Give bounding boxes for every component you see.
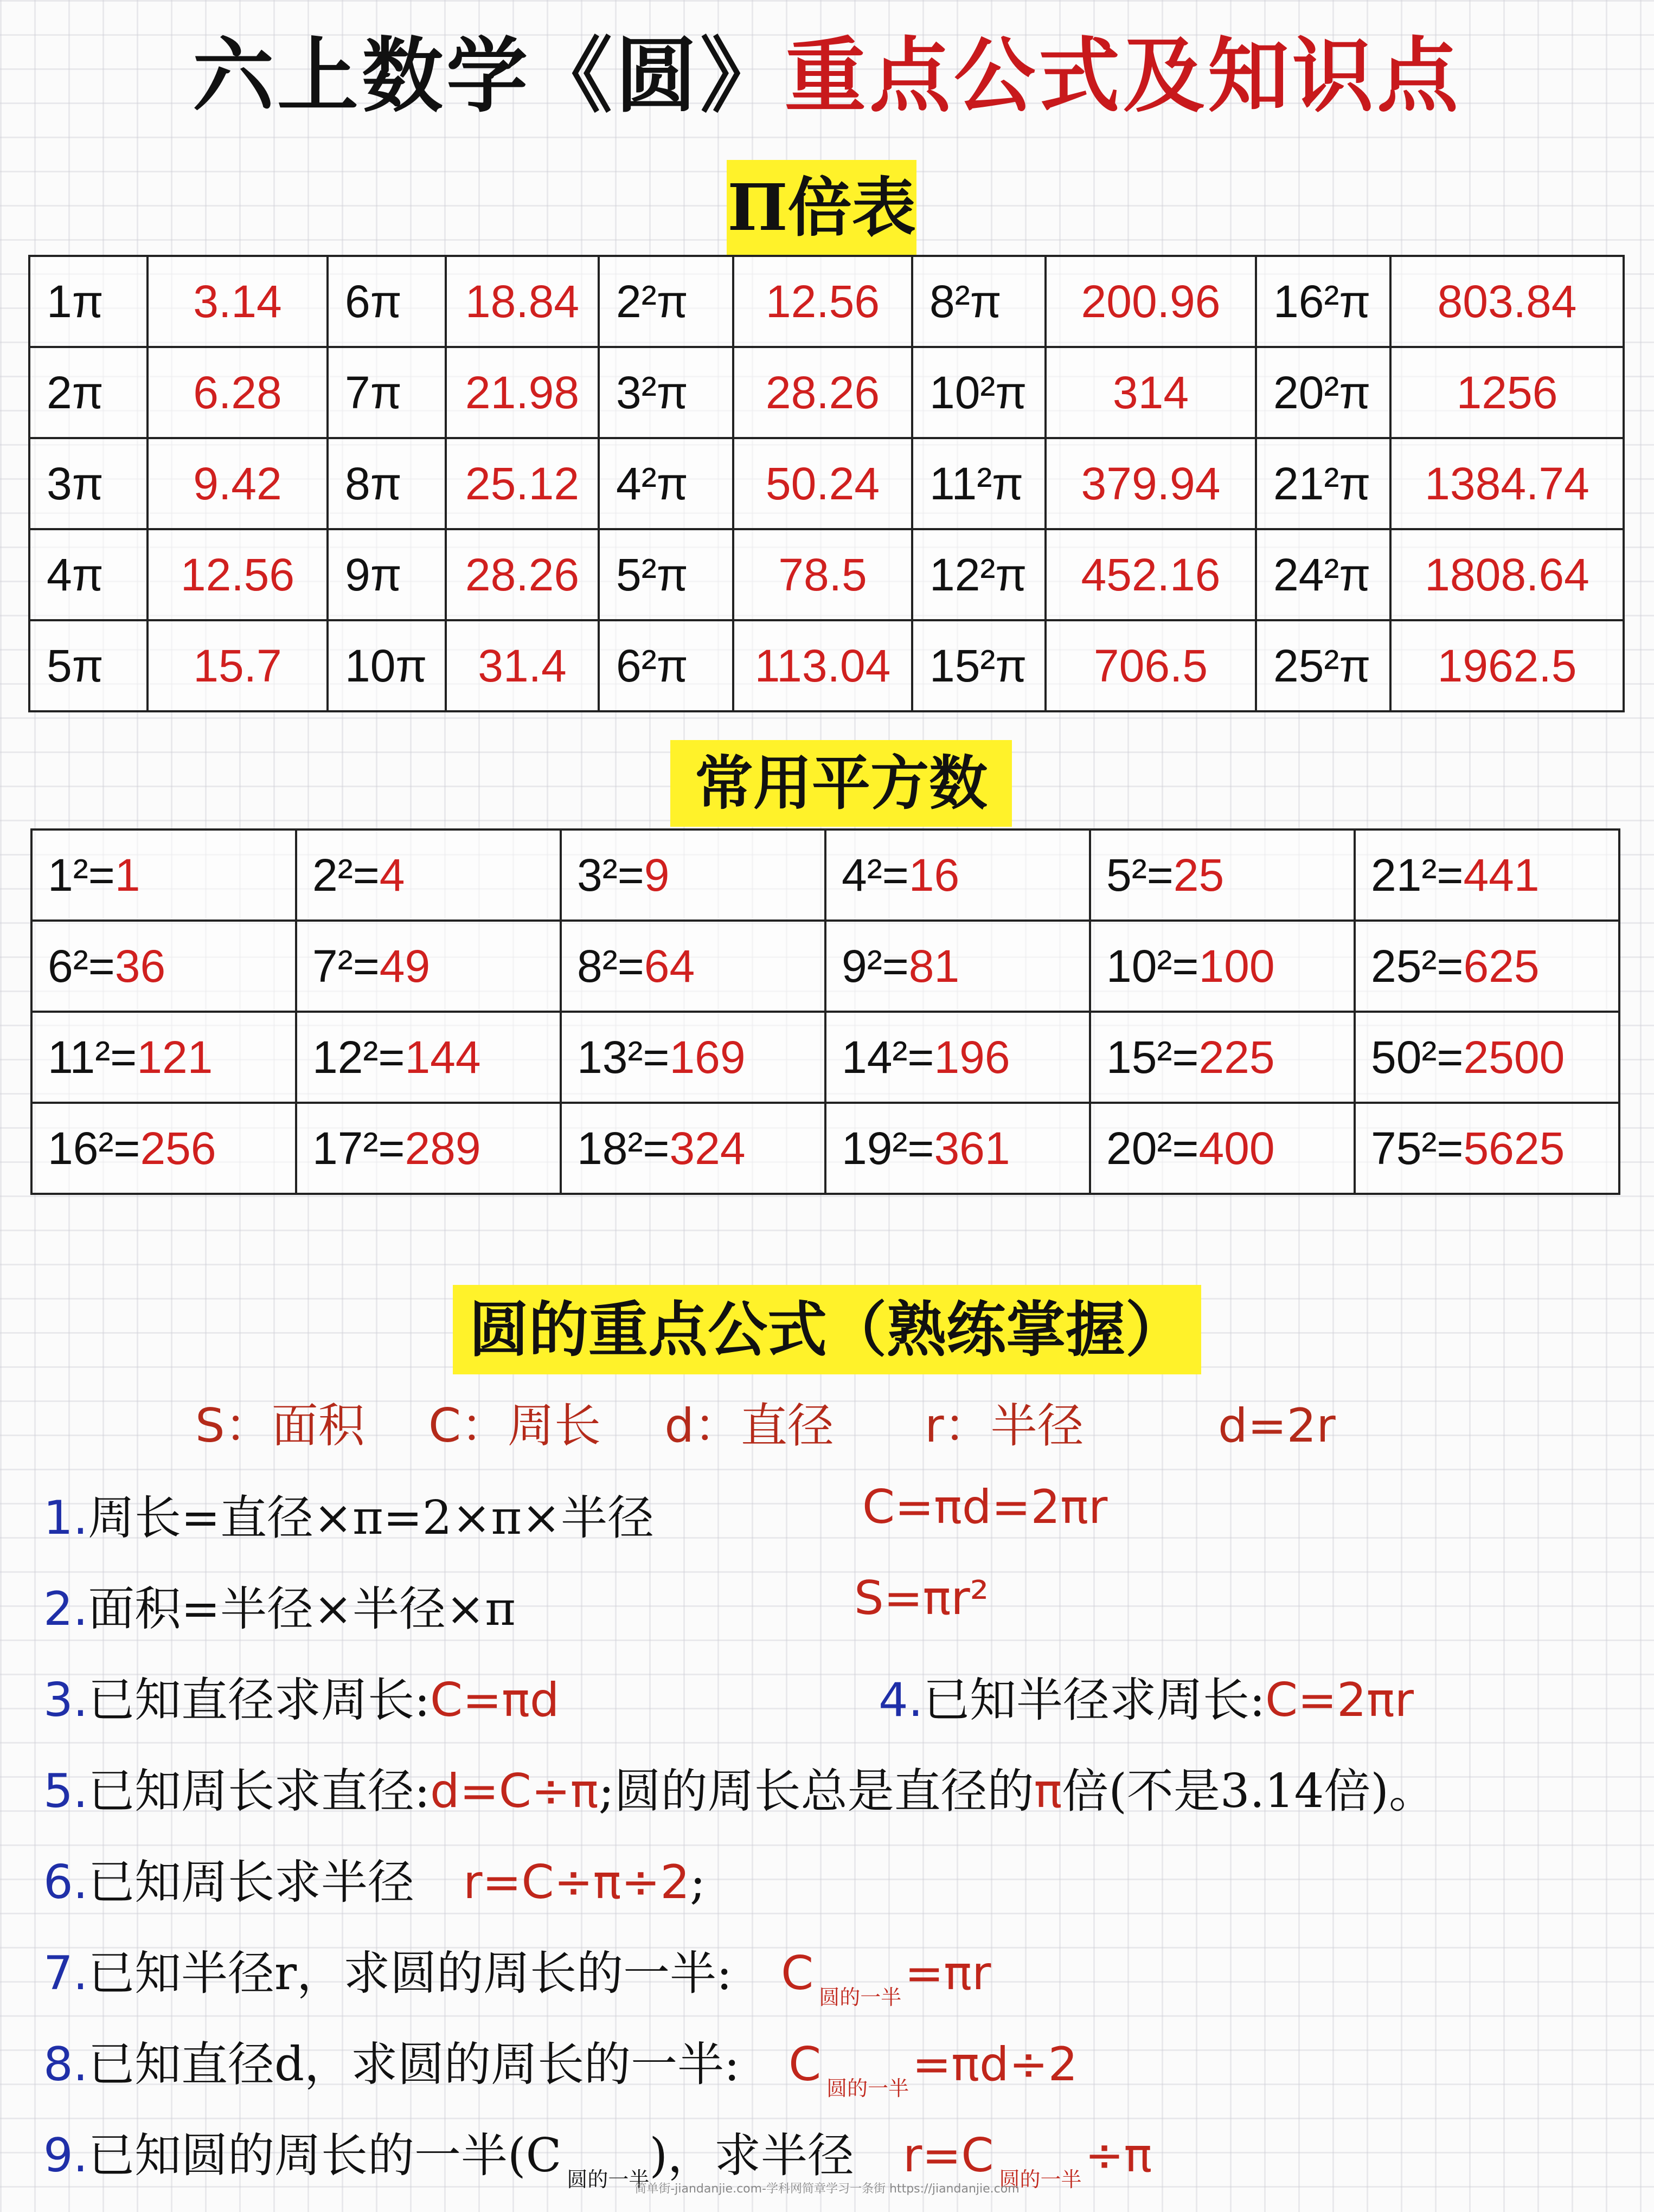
pi-multiple-label: 11²π (912, 438, 1046, 529)
pi-multiple-label: 1π (29, 256, 148, 347)
square-cell (825, 829, 1090, 921)
formula-text: d=C÷π (430, 1764, 599, 1818)
square-cell (561, 921, 825, 1012)
pi-multiple-label: 2π (29, 347, 148, 438)
square-value: 1 (114, 849, 140, 901)
square-value: 256 (140, 1122, 216, 1174)
line-number: 5. (43, 1764, 88, 1818)
square-value: 324 (669, 1122, 746, 1174)
formula-line-3 (43, 1662, 560, 1729)
pi-multiple-label: 6²π (599, 620, 733, 711)
formula-rest: =πr (905, 1946, 991, 2001)
line-number: 1. (43, 1491, 88, 1545)
line-number: 6. (43, 1855, 88, 1909)
formula-circumference: C=πd=2πr (862, 1480, 1108, 1534)
square-expression: 75²= (1371, 1122, 1464, 1174)
square-value: 400 (1198, 1122, 1275, 1174)
page-title-part1: 六上数学《圆》 (192, 28, 785, 124)
line-text: 已知直径求周长: (88, 1673, 431, 1727)
line-number: 4. (879, 1673, 924, 1727)
line-text-2: )，求半径 (649, 2129, 854, 2183)
page-title (0, 22, 1654, 130)
formula-subscript: 圆的一半 (826, 2076, 909, 2100)
square-cell (825, 1103, 1090, 1194)
square-expression: 17²= (312, 1122, 405, 1174)
square-cell (1355, 1012, 1619, 1103)
square-value: 5625 (1463, 1122, 1565, 1174)
square-value: 49 (379, 940, 431, 992)
square-cell (825, 1012, 1090, 1103)
pi-multiple-value: 1256 (1390, 347, 1624, 438)
square-cell (296, 1012, 561, 1103)
pi-multiple-value: 1808.64 (1390, 529, 1624, 620)
pi-multiple-value: 1384.74 (1390, 438, 1624, 529)
formula-line-5 (43, 1753, 1435, 1821)
squares-table-heading: 常用平方数 (670, 740, 1012, 827)
line-text: 已知周长求直径: (88, 1764, 431, 1818)
footer-watermark: 简单街-jiandanjie.com-学科网简章学习一条街 https://jiandanjie.com (634, 2182, 1020, 2196)
line-text: 周长=直径×π=2×π×半径 (88, 1491, 655, 1545)
square-cell (561, 1103, 825, 1194)
square-cell (561, 1012, 825, 1103)
pi-table-row (29, 620, 1624, 711)
pi-multiple-label: 8²π (912, 256, 1046, 347)
formula-line-7 (43, 1935, 991, 2010)
square-expression: 3²= (577, 849, 644, 901)
square-cell (31, 829, 296, 921)
pi-multiple-label: 16²π (1256, 256, 1390, 347)
formula-text: C=2πr (1265, 1673, 1414, 1727)
squares-table-row (31, 1012, 1619, 1103)
square-expression: 12²= (312, 1031, 405, 1083)
pi-multiple-value: 25.12 (446, 438, 599, 529)
pi-multiple-value: 9.42 (148, 438, 328, 529)
line-number: 7. (43, 1946, 88, 2001)
line-number: 8. (43, 2037, 88, 2092)
legend-radius: r：半径 (925, 1399, 1084, 1453)
formula-line-6 (43, 1844, 706, 1912)
pi-multiple-value: 78.5 (733, 529, 912, 620)
line-text: 面积=半径×半径×π (88, 1582, 516, 1636)
squares-table-row (31, 1103, 1619, 1194)
pi-multiple-label: 3π (29, 438, 148, 529)
formula-text: r=C÷π÷2 (463, 1855, 690, 1909)
square-expression: 7²= (312, 940, 380, 992)
formula-rest: ÷π (1085, 2129, 1152, 2183)
square-expression: 50²= (1371, 1031, 1464, 1083)
square-cell (1355, 1103, 1619, 1194)
pi-multiples-table (28, 255, 1625, 712)
pi-multiple-value: 6.28 (148, 347, 328, 438)
square-cell (31, 921, 296, 1012)
square-expression: 1²= (48, 849, 115, 901)
formula-line-1 (43, 1480, 654, 1547)
pi-multiple-label: 21²π (1256, 438, 1390, 529)
pi-multiple-value: 314 (1046, 347, 1256, 438)
pi-multiple-label: 7π (328, 347, 446, 438)
line-number: 3. (43, 1673, 88, 1727)
line-text-2: ; (690, 1855, 706, 1909)
square-expression: 9²= (842, 940, 909, 992)
square-value: 100 (1198, 940, 1275, 992)
pi-multiple-value: 379.94 (1046, 438, 1256, 529)
pi-multiple-label: 20²π (1256, 347, 1390, 438)
square-expression: 8²= (577, 940, 644, 992)
square-value: 289 (405, 1122, 481, 1174)
pi-multiple-label: 5π (29, 620, 148, 711)
square-value: 4 (379, 849, 405, 901)
square-value: 225 (1198, 1031, 1275, 1083)
square-cell (1355, 829, 1619, 921)
square-expression: 18²= (577, 1122, 670, 1174)
formula-r: r=C (903, 2129, 994, 2183)
pi-multiple-value: 15.7 (148, 620, 328, 711)
square-value: 64 (644, 940, 695, 992)
pi-multiple-label: 4²π (599, 438, 733, 529)
pi-multiple-value: 12.56 (148, 529, 328, 620)
pi-multiple-label: 15²π (912, 620, 1046, 711)
legend-area: S：面积 (195, 1399, 365, 1453)
pi-multiple-label: 10²π (912, 347, 1046, 438)
square-expression: 4²= (842, 849, 909, 901)
square-value: 81 (908, 940, 960, 992)
pi-multiple-label: 8π (328, 438, 446, 529)
pi-multiple-value: 18.84 (446, 256, 599, 347)
pi-multiple-value: 113.04 (733, 620, 912, 711)
line-subscript: 圆的一半 (567, 2168, 650, 2191)
square-value: 625 (1463, 940, 1540, 992)
pi-multiple-value: 1962.5 (1390, 620, 1624, 711)
formula-line-8 (43, 2027, 1078, 2101)
formula-area: S=πr² (854, 1571, 989, 1625)
square-expression: 21²= (1371, 849, 1464, 901)
formula-c: C (781, 1946, 814, 2001)
pi-multiple-label: 12²π (912, 529, 1046, 620)
pi-multiple-label: 5²π (599, 529, 733, 620)
square-expression: 20²= (1106, 1122, 1199, 1174)
square-expression: 15²= (1106, 1031, 1199, 1083)
square-value: 196 (934, 1031, 1010, 1083)
square-cell (31, 1012, 296, 1103)
pi-symbol: π (1034, 1764, 1062, 1818)
square-cell (561, 829, 825, 921)
square-cell (825, 921, 1090, 1012)
pi-multiple-value: 3.14 (148, 256, 328, 347)
square-value: 25 (1173, 849, 1225, 901)
square-value: 9 (644, 849, 670, 901)
pi-multiple-label: 24²π (1256, 529, 1390, 620)
square-value: 169 (669, 1031, 746, 1083)
pi-table-row (29, 438, 1624, 529)
pi-multiple-value: 803.84 (1390, 256, 1624, 347)
square-cell (296, 1103, 561, 1194)
line-text: 已知半径求周长: (923, 1673, 1266, 1727)
square-cell (1090, 829, 1355, 921)
square-expression: 5²= (1106, 849, 1174, 901)
pi-multiple-label: 25²π (1256, 620, 1390, 711)
square-cell (1090, 921, 1355, 1012)
formula-c: C (788, 2037, 822, 2092)
pi-multiple-value: 21.98 (446, 347, 599, 438)
square-value: 144 (405, 1031, 481, 1083)
square-expression: 25²= (1371, 940, 1464, 992)
square-cell (1355, 921, 1619, 1012)
square-expression: 2²= (312, 849, 380, 901)
line-number: 2. (43, 1582, 88, 1636)
line-text-2: ;圆的周长总是直径的 (598, 1764, 1034, 1818)
square-value: 36 (114, 940, 166, 992)
square-expression: 11²= (48, 1031, 137, 1083)
variable-legend (195, 1388, 1336, 1455)
square-cell (296, 829, 561, 921)
page-title-part2: 重点公式及知识点 (785, 28, 1462, 124)
pi-multiple-value: 31.4 (446, 620, 599, 711)
line-text-3: 倍(不是3.14倍)。 (1062, 1764, 1435, 1818)
pi-table-row (29, 347, 1624, 438)
pi-multiple-label: 4π (29, 529, 148, 620)
formula-text: C=πd (430, 1673, 560, 1727)
pi-multiple-value: 452.16 (1046, 529, 1256, 620)
square-cell (1090, 1103, 1355, 1194)
square-expression: 6²= (48, 940, 115, 992)
formulas-heading: 圆的重点公式（熟练掌握） (453, 1285, 1201, 1374)
pi-table-row (29, 256, 1624, 347)
squares-table-row (31, 829, 1619, 921)
pi-multiple-value: 28.26 (733, 347, 912, 438)
squares-table-row (31, 921, 1619, 1012)
formula-rest: =πd÷2 (912, 2037, 1078, 2092)
legend-circumference: C：周长 (428, 1399, 601, 1453)
square-cell (1090, 1012, 1355, 1103)
formula-line-2 (43, 1571, 516, 1638)
square-expression: 16²= (48, 1122, 140, 1174)
pi-table-heading: Π倍表 (727, 160, 916, 255)
line-text: 已知直径d，求圆的周长的一半: (88, 2037, 740, 2092)
line-number: 9. (43, 2129, 88, 2183)
pi-multiple-value: 50.24 (733, 438, 912, 529)
formula-subscript: 圆的一半 (999, 2168, 1082, 2191)
square-value: 121 (137, 1031, 213, 1083)
square-expression: 13²= (577, 1031, 670, 1083)
square-value: 2500 (1463, 1031, 1565, 1083)
square-value: 16 (908, 849, 960, 901)
formula-line-4 (879, 1662, 1414, 1729)
pi-multiple-value: 28.26 (446, 529, 599, 620)
legend-diameter-relation: d=2r (1217, 1399, 1336, 1453)
square-expression: 19²= (842, 1122, 934, 1174)
pi-multiple-value: 12.56 (733, 256, 912, 347)
pi-table-row (29, 529, 1624, 620)
formula-subscript: 圆的一半 (819, 1985, 902, 2009)
legend-diameter: d：直径 (664, 1399, 834, 1453)
common-squares-table (30, 828, 1620, 1195)
pi-multiple-label: 3²π (599, 347, 733, 438)
square-value: 361 (934, 1122, 1010, 1174)
square-cell (296, 921, 561, 1012)
line-text: 已知半径r，求圆的周长的一半: (88, 1946, 733, 2001)
pi-multiple-label: 2²π (599, 256, 733, 347)
square-expression: 14²= (842, 1031, 934, 1083)
pi-multiple-value: 200.96 (1046, 256, 1256, 347)
pi-multiple-value: 706.5 (1046, 620, 1256, 711)
square-value: 441 (1463, 849, 1540, 901)
pi-multiple-label: 9π (328, 529, 446, 620)
square-cell (31, 1103, 296, 1194)
pi-multiple-label: 10π (328, 620, 446, 711)
square-expression: 10²= (1106, 940, 1199, 992)
pi-multiple-label: 6π (328, 256, 446, 347)
line-text: 已知周长求半径 (88, 1855, 415, 1909)
line-text: 已知圆的周长的一半(C (88, 2129, 562, 2183)
